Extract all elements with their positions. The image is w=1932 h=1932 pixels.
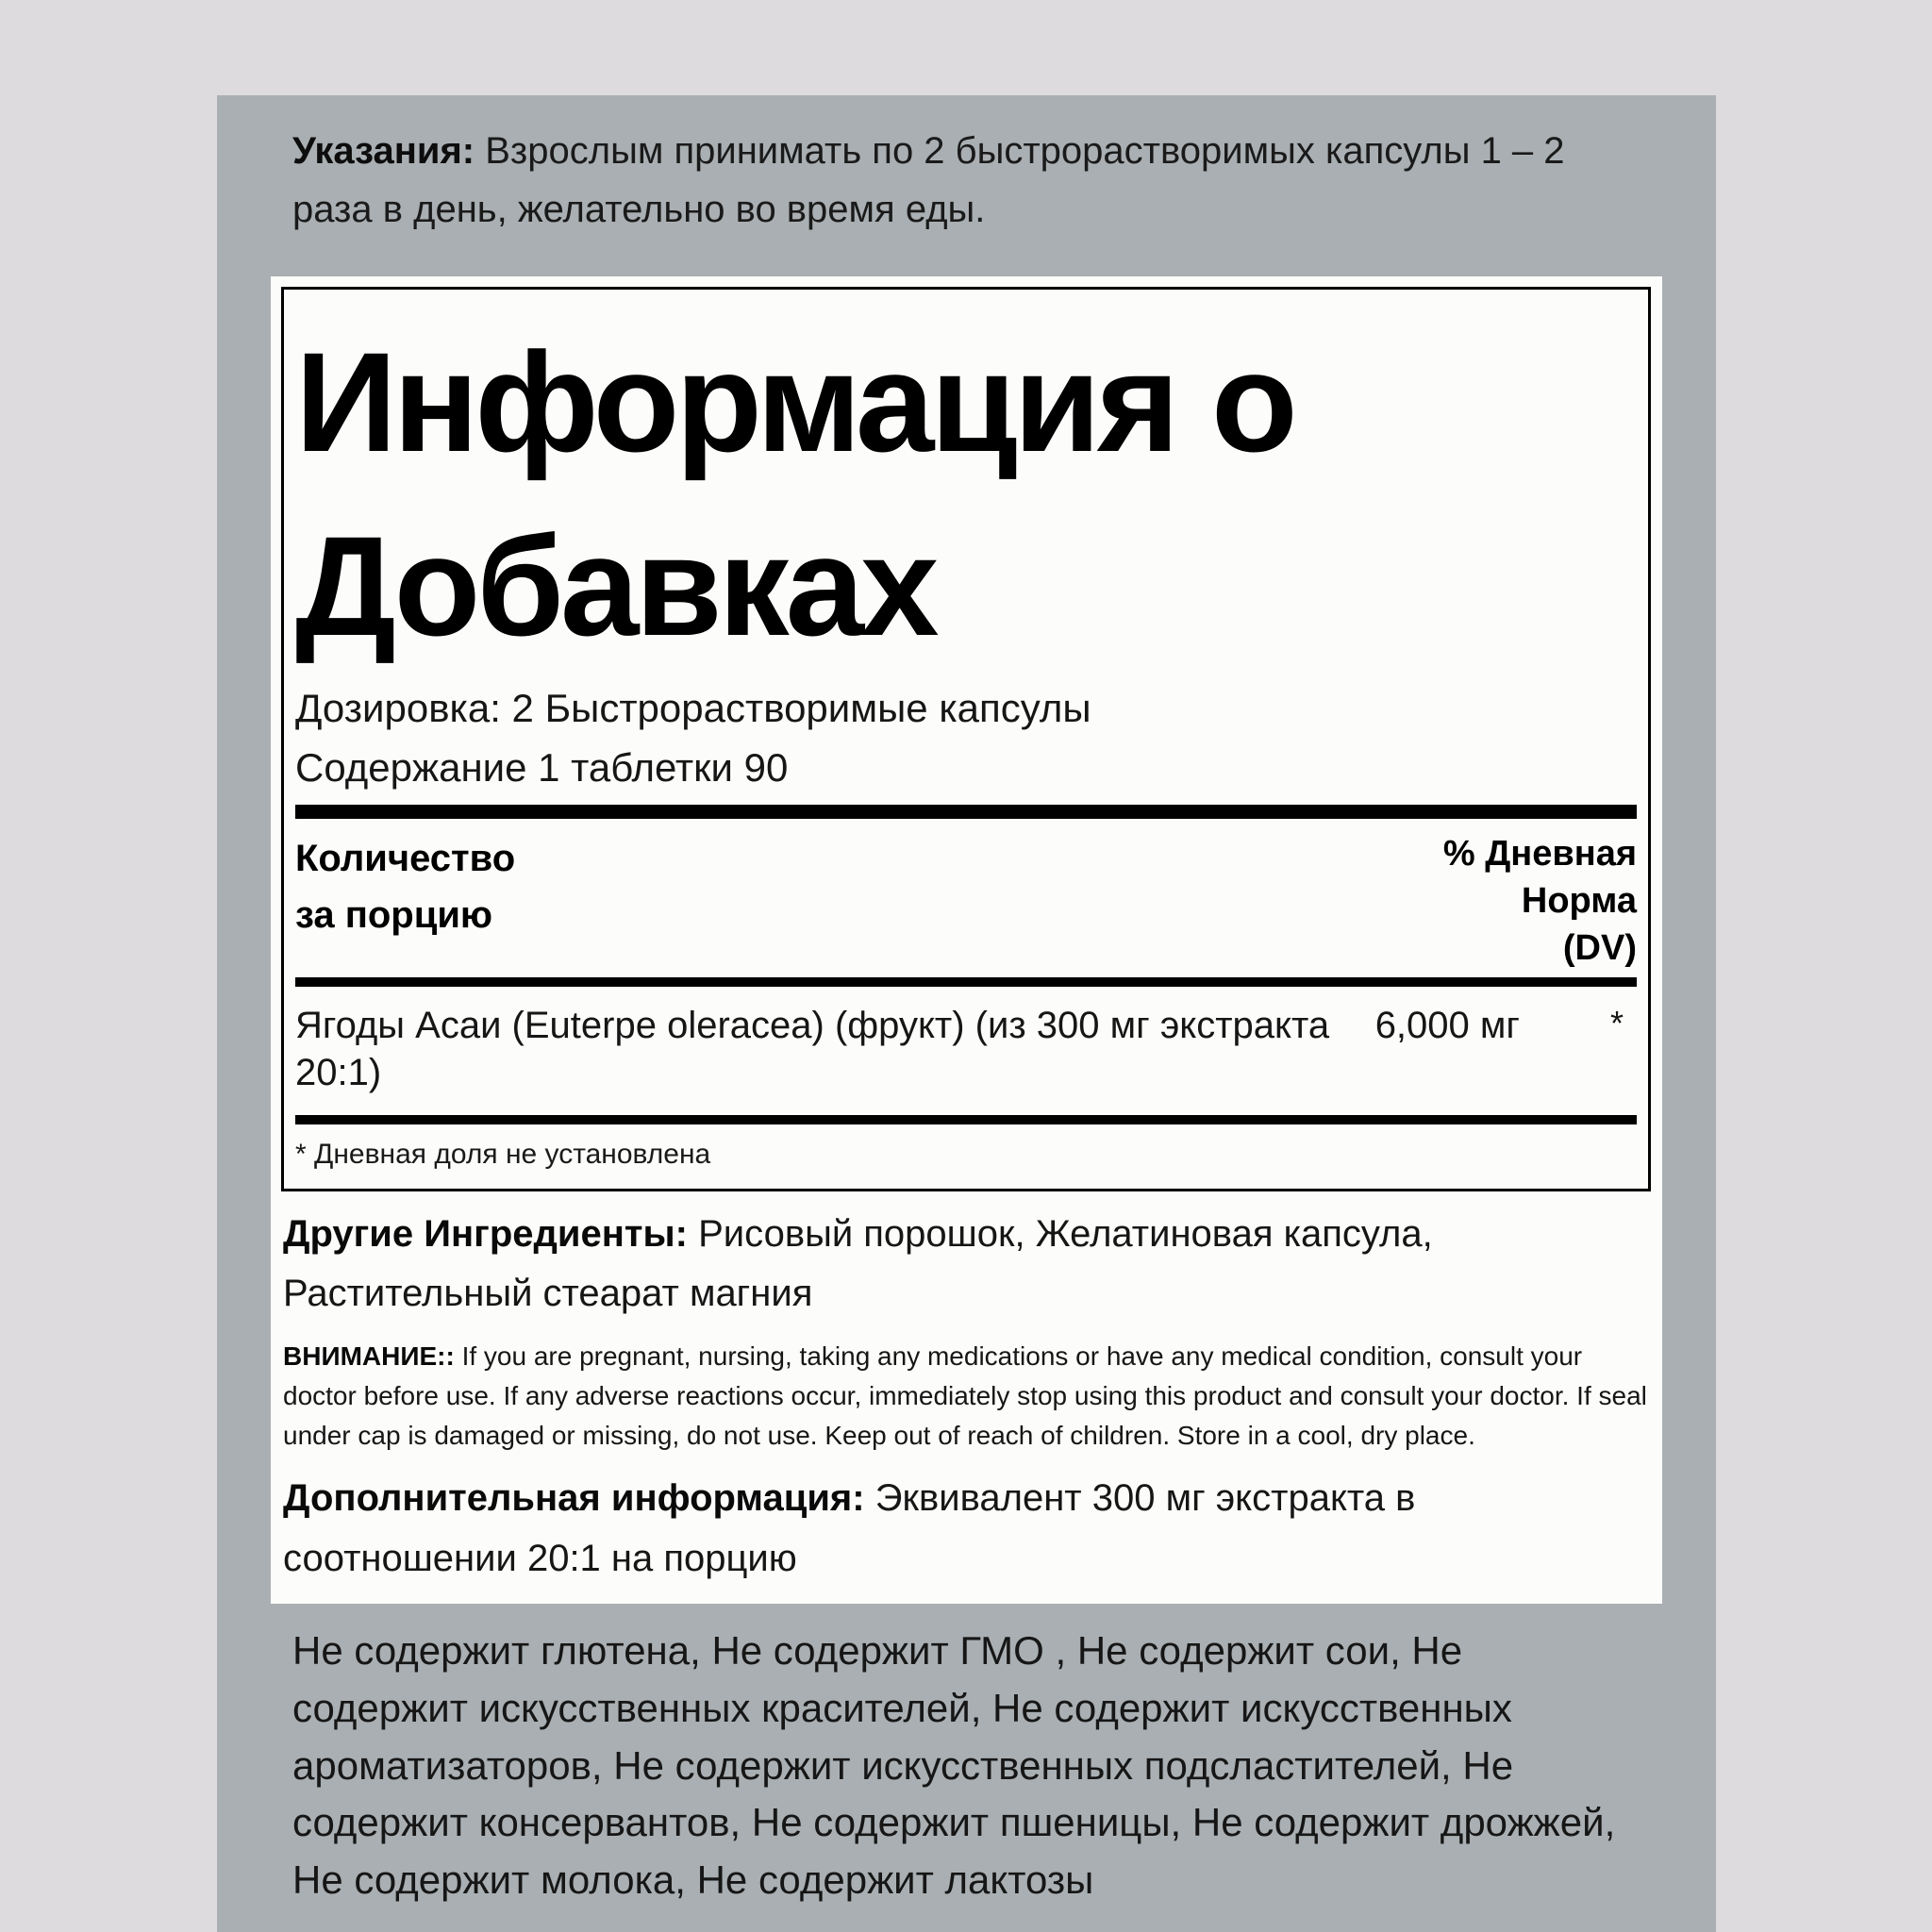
directions-label: Указания: [292,130,475,172]
other-ingredients-paragraph [281,1205,1651,1324]
warning-paragraph [281,1337,1651,1456]
supplement-facts-card [271,276,1662,1604]
divider-thick-top [295,805,1637,819]
amount-header-line-2: за порцию [295,894,493,936]
directions-text: Взрослым принимать по 2 быстрорастворимых капсулы 1 – 2 раза в день, желательно во время еды. [292,130,1565,230]
servings-per-container-line: Содержание 1 таблетки 90 [295,745,789,790]
divider-medium-2 [295,1115,1637,1124]
additional-info-paragraph [281,1469,1651,1588]
dv-header-line-3: (DV) [1562,928,1637,969]
other-ingredients-label: Другие Ингредиенты: [283,1212,688,1255]
title-line-1: Информация о [295,323,1294,481]
directions-paragraph [217,95,1716,239]
ingredient-amount: 6,000 мг [1374,1005,1520,1047]
amount-per-serving-header [295,830,515,943]
other-ingredients-text: Рисовый порошок, Желатиновая капсула, Растительный стеарат магния [283,1212,1433,1315]
additional-info-label: Дополнительная информация: [283,1477,865,1520]
ingredient-dv: * [1609,1004,1624,1043]
warning-label: ВНИМАНИЕ:: [283,1341,455,1372]
facts-table-header [295,819,1637,977]
warning-text: If you are pregnant, nursing, taking any medications or have any medical condition, consult your doctor before use. If any adverse reactions occur, immediately stop using this product and consult your doctor. If seal under cap is damaged or missing, do not use. Keep out of reach of children. Store in a cool, dry place. [283,1341,1647,1451]
dv-footnote: * Дневная доля не установлена [295,1139,711,1171]
divider-medium-1 [295,977,1637,987]
free-of-paragraph: Не содержит глютена, Не содержит ГМО , Не содержит сои, Не содержит искусственных красителей, Не содержит искусственных ароматизаторов, Не содержит искусственных подсластителей, Не содержит консервантов, Не содержит пшеницы, Не содержит дрожжей, Не содержит молока, Не содержит лактозы [292,1627,1616,1903]
label-gray-panel [217,95,1716,1932]
title-line-2: Добавках [295,507,936,665]
serving-size-line: Дозировка: 2 Быстрорастворимые капсулы [295,686,1091,730]
supplement-facts-box [281,287,1651,1191]
dv-header-line-1: % Дневная [1442,834,1637,874]
ingredient-row [295,987,1637,1115]
daily-value-header [1443,830,1637,972]
supplement-facts-title [295,310,1637,678]
amount-header-line-1: Количество [295,838,516,879]
additional-info-text: Эквивалент 300 мг экстракта в соотношении 20:1 на порцию [283,1477,1416,1579]
dv-header-line-2: Норма [1521,881,1637,922]
ingredient-name: Ягоды Асаи (Euterpe oleracea) (фрукт) (из 300 мг экстракта 20:1) [295,1005,1330,1094]
